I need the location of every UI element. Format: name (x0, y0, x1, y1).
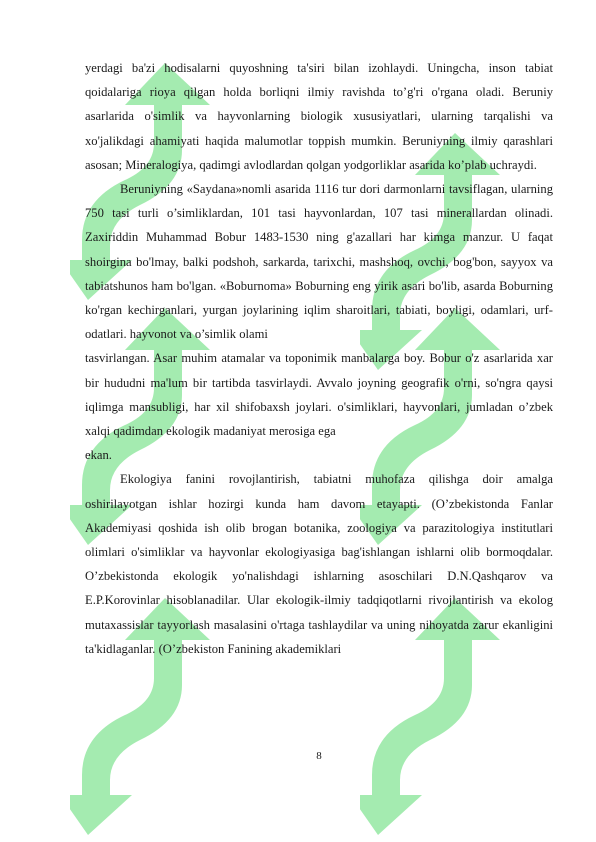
paragraph-boburnoma-description: tasvirlangan. Asar muhim atamalar va toponimik manbalarga boy. Bobur o'z asarlarida xar bir hududni ma'lum bir tartibda tasvirlaydi. Avvalo joyning geografik o'rni, so'ngra qaysi iqlimga mansubligi, har xil shifobaxsh joylari. o'simliklari, hayvonlari, jumladan o’zbek xalqi qadimdan ekologik madaniyat merosiga ega (85, 351, 553, 439)
paragraph-fragment: ekan. (85, 448, 112, 463)
page-number: 8 (316, 750, 322, 762)
body-text (85, 56, 553, 661)
paragraph-biruni-nature: yerdagi ba'zi hodisalarni quyoshning ta'siri bilan izohlaydi. Uningcha, inson tabiat qoidalariga rioya qilgan holda borliqni ilmiy ravishda to’g'ri o'rgana oladi. Beruniy asarlarida o'simlik va hayvonlarning biologik xususiyatlari, ularning tarqalishi va xo'jalikdagi ahamiyati haqida malumotlar toppish mumkin. Beruniyning ilmiy qarashlari asosan; Mineralogiya, qadimgi avlodlardan qolgan yodgorliklar asarida ko’plab uchraydi. (85, 61, 553, 172)
paragraph-saydana-bobur: Beruniyning «Saydana»nomli asarida 1116 tur dori darmonlarni tavsiflagan, ularning 750 tasi turli o’simliklardan, 101 tasi hayvonlardan, 107 tasi minerallardan olinadi. Zaxiriddin Muhammad Bobur 1483-1530 ning g'azallari har kimga manzur. U faqat shoirgina bo'lmay, balki podshoh, sarkarda, tarixchi, mashshoq, ovchi, bog'bon, sayyox va tabiatshunos ham bo'lgan. «Boburnoma» Boburning eng yirik asari bo'lib, asarda Boburning ko'rgan kechirganlari, yurgan joylarining iqlim sharoitlari, tabiati, boyligi, odamlari, urf-odatlari. hayvonot va o’simlik olami (85, 182, 553, 342)
paragraph-ecology-uzbekistan: Ekologiya fanini rovojlantirish, tabiatni muhofaza qilishga doir amalga oshirilayotgan ishlar hozirgi kunda ham davom etayapti. (O’zbekistonda Fanlar Akademiyasi qoshida ish olib brogan botanika, zoologiya va parazitologiya institutlari olimlari o'simliklar va hayvonlar ekologiyasiga bag'ishlangan ishlarni olib bormoqdalar. O’zbekistonda ekologik yo'nalishdagi ishlarning asoschilari D.N.Qashqarov va E.P.Korovinlar hisoblanadilar. Ular ekologik-ilmiy tadqiqotlarni rivojlantirish va ekolog mutaxassislar tayyorlash masalasini o'rtaga tashlaydilar va uning nihoyatda zarur ekanligini ta'kidlaganlar. (O’zbekiston Fanining akademiklari (85, 472, 553, 656)
